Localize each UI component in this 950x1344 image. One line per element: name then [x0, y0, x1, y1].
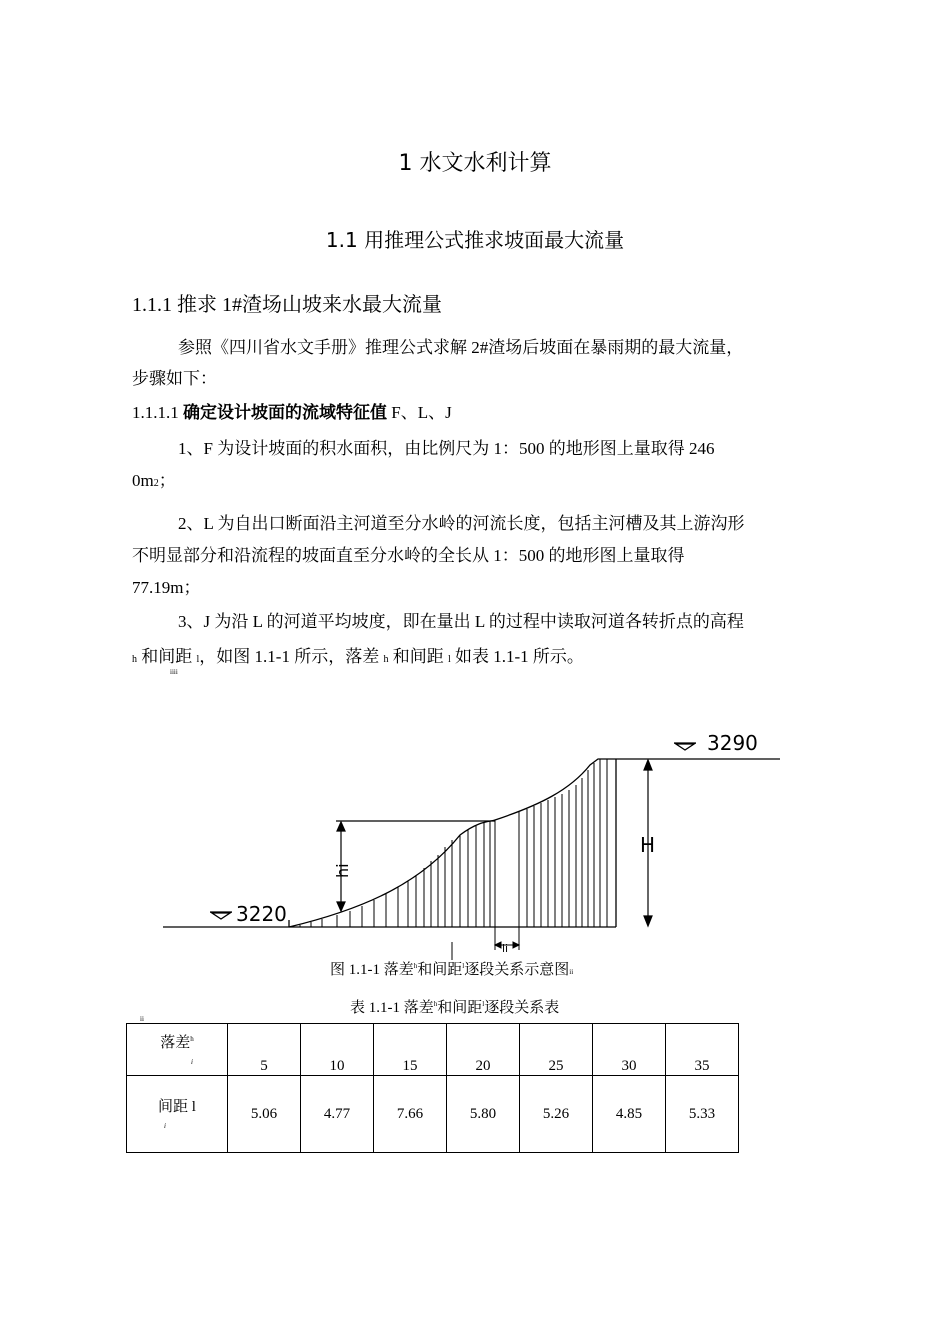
elevation-high-triangle-icon — [676, 744, 694, 750]
elevation-high-label: 3290 — [707, 731, 758, 755]
drop-header-label: 落差 — [160, 1034, 191, 1051]
tbl-caption-h: h — [433, 1000, 438, 1008]
fig-caption-h: h — [413, 962, 418, 970]
subsubsection-number: 1.1.1.1 — [132, 403, 183, 422]
item2-line-3: 77.19m； — [132, 578, 201, 597]
spacing-cell: 4.77 — [301, 1076, 374, 1153]
hi-arrow-top — [337, 822, 345, 831]
section-title: 1.1 用推理公式推求坡面最大流量 — [325, 228, 625, 252]
item3-h1: h — [132, 654, 137, 665]
drop-header-sup: h — [190, 1034, 194, 1043]
drop-row — [127, 1024, 739, 1076]
spacing-cell: 7.66 — [374, 1076, 447, 1153]
drop-cell: 25 — [520, 1024, 593, 1076]
item1-line-2 — [132, 466, 176, 491]
table-marker: ii — [140, 1015, 144, 1023]
elevation-low-label: 3220 — [236, 902, 287, 926]
drop-cell: 10 — [301, 1024, 374, 1076]
drop-cell: 20 — [447, 1024, 520, 1076]
chapter-title: 1 水文水利计算 — [398, 151, 552, 176]
drop-spacing-table — [126, 1023, 739, 1153]
drop-cell: 5 — [228, 1024, 301, 1076]
fig-caption-b: 落差 — [383, 960, 414, 978]
drop-cell: 35 — [666, 1024, 739, 1076]
item3-line-1: 3、J 为沿 L 的河道平均坡度，即在量出 L 的过程中读取河道各转折点的高程 — [178, 612, 744, 631]
item3-t1: 和间距 — [137, 647, 197, 666]
li-arrow-right — [513, 942, 519, 948]
subsubsection-tail: F、L、J — [387, 403, 452, 422]
item1-line2-superscript: 2 — [153, 478, 159, 489]
item1-line-1: 1、F 为设计坡面的积水面积，由比例尺为 1：500 的地形图上量取得 246 — [178, 439, 715, 458]
tbl-caption-b: 落差 — [403, 998, 434, 1016]
item3-l2: l — [447, 654, 451, 665]
tbl-caption-number: 表 1.1-1 — [350, 1000, 404, 1016]
item1-line2a: 0m — [132, 471, 154, 490]
fig-caption-d: 和间距 — [417, 960, 463, 978]
figure-caption — [330, 958, 573, 979]
intro-line-2: 步骤如下： — [132, 369, 217, 388]
hi-arrow-bottom — [337, 902, 345, 911]
item3-marker: iiii — [170, 668, 178, 676]
item3-t3: 和间距 — [388, 647, 448, 666]
fig-caption-f: 逐段关系示意图 — [464, 960, 570, 978]
item3-line-2 — [132, 642, 584, 667]
table-caption — [350, 996, 559, 1017]
hi-label: hi — [333, 863, 352, 878]
fig-caption-number: 图 1.1-1 — [330, 962, 384, 978]
tbl-caption-l: l — [482, 1000, 485, 1008]
li-label: li — [502, 942, 509, 955]
li-arrow-left — [495, 942, 501, 948]
item3-h2: h — [383, 654, 389, 665]
subsection-title: 1.1.1 推求 1#渣场山坡来水最大流量 — [132, 294, 442, 316]
H-arrow-bottom — [644, 916, 652, 926]
fig-caption-l: l — [462, 962, 465, 970]
spacing-cell: 5.06 — [228, 1076, 301, 1153]
spacing-cell: 5.80 — [447, 1076, 520, 1153]
item2-line-2: 不明显部分和沿流程的坡面直至分水岭的全长从 1：500 的地形图上量取得 — [132, 546, 685, 565]
tbl-caption-d: 和间距 — [437, 998, 483, 1016]
subsubsection-title: 确定设计坡面的流域特征值 — [183, 403, 387, 423]
spacing-header-sub: i — [164, 1122, 166, 1130]
item3-l1: l — [196, 654, 200, 665]
item2-line-1: 2、L 为自出口断面沿主河道至分水岭的河流长度，包括主河槽及其上游沟形 — [178, 514, 745, 533]
fig-caption-marker: ii — [569, 968, 574, 976]
spacing-cell: 4.85 — [593, 1076, 666, 1153]
tbl-caption-f: 逐段关系表 — [484, 998, 560, 1016]
spacing-row — [127, 1076, 739, 1153]
item3-t4: 如表 1.1-1 所示。 — [450, 647, 584, 666]
drop-header-cell — [127, 1024, 228, 1076]
spacing-cell: 5.33 — [666, 1076, 739, 1153]
spacing-header-label: 间距 l — [158, 1099, 196, 1115]
intro-line-1: 参照《四川省水文手册》推理公式求解 2#渣场后坡面在暴雨期的最大流量， — [178, 338, 744, 357]
spacing-cell: 5.26 — [520, 1076, 593, 1153]
H-label: H — [640, 833, 656, 857]
subsubsection-heading — [132, 398, 452, 423]
drop-header-sub: i — [191, 1057, 193, 1066]
item1-line2b: ； — [158, 471, 176, 490]
spacing-header-cell — [127, 1076, 228, 1153]
H-arrow-top — [644, 760, 652, 770]
drop-cell: 30 — [593, 1024, 666, 1076]
item3-t2: ，如图 1.1-1 所示，落差 — [199, 647, 384, 666]
slope-diagram — [0, 720, 950, 960]
elevation-low-triangle-icon — [212, 913, 230, 919]
drop-cell: 15 — [374, 1024, 447, 1076]
